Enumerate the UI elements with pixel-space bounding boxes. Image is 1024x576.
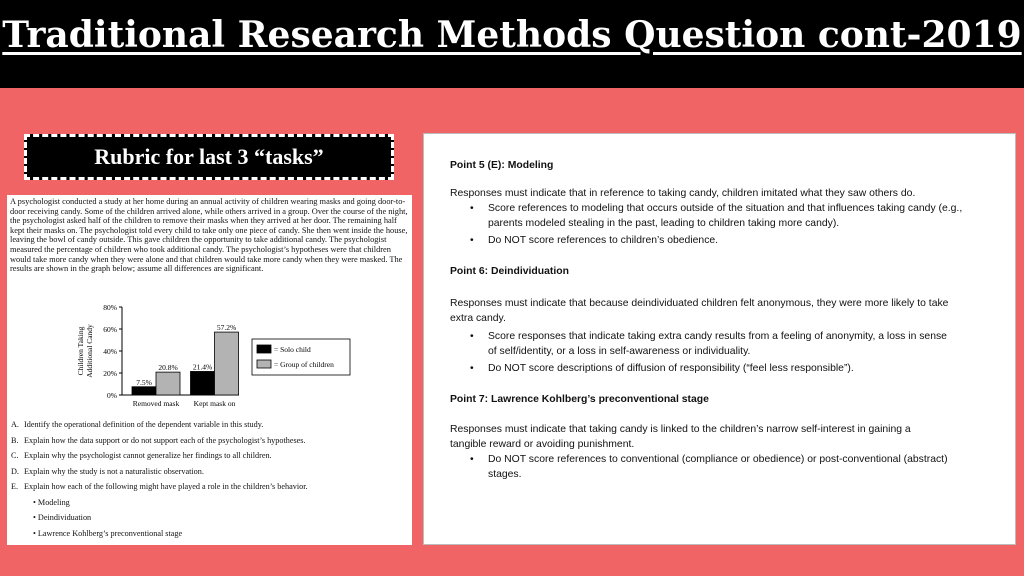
bar (156, 372, 180, 395)
legend-label: = Solo child (274, 345, 311, 354)
point-6-heading: Point 6: Deindividuation (450, 266, 569, 277)
y-tick-label: 20% (103, 369, 117, 378)
y-tick-label: 0% (107, 391, 117, 400)
title-bar (0, 0, 1024, 88)
point-5-bullet-2: Do NOT score references to children’s obedience. (488, 235, 719, 246)
y-tick-label: 80% (103, 303, 117, 312)
bar (191, 371, 215, 395)
bar-data-label: 20.8% (158, 363, 178, 373)
question-bullet: • Modeling (33, 497, 70, 507)
question-item: C. Explain why the psychologist cannot generalize her findings to all children. (11, 451, 272, 460)
x-tick-label: Removed mask (132, 399, 180, 408)
question-item: D. Explain why the study is not a naturalistic observation. (11, 466, 204, 476)
rubric-label-box: Rubric for last 3 “tasks” (24, 134, 394, 180)
bullet-dot: • (470, 331, 474, 342)
point-7-main: Responses must indicate that taking candy is linked to the children’s narrow self-interest in gaining a tangible reward or avoiding punishment. (450, 424, 911, 450)
y-tick-label: 60% (103, 325, 117, 334)
slide-title: Traditional Research Methods Question cont-2019 (2, 14, 1022, 56)
question-bullet: • Deindividuation (33, 513, 92, 522)
question-panel (7, 195, 412, 545)
point-6-bullet-1: Score responses that indicate taking extra candy results from a feeling of anonymity, a loss in sense of self/identity, or a loss in self-awareness or individuality. (488, 331, 947, 357)
point-5-main: Responses must indicate that in reference to taking candy, children imitated what they saw others do. (450, 188, 916, 199)
bar-data-label: 57.2% (216, 323, 237, 333)
x-tick-label: Kept mask on (193, 399, 236, 408)
legend-label: = Group of children (274, 360, 334, 369)
question-list (11, 417, 411, 541)
question-item: A. Identify the operational definition of the dependent variable in this study. (11, 420, 264, 429)
legend-swatch (257, 345, 271, 353)
bullet-dot: • (470, 203, 474, 214)
y-axis-label: Additional Candy (85, 324, 94, 378)
point-5-heading: Point 5 (E): Modeling (450, 160, 554, 171)
bullet-dot: • (470, 454, 474, 465)
bar-data-label: 7.5% (136, 377, 152, 387)
legend-swatch (257, 360, 271, 368)
point-6-main: Responses must indicate that because deindividuated children felt anonymous, they were more likely to take extra candy. (450, 298, 949, 324)
question-intro: A psychologist conducted a study at her home during an annual activity of children wearing masks and going door-to-door receiving candy. Some of the children arrived alone, while others arrived in a group. Over the course of the night, the psychologist asked half of the children to remove their masks when they arrived at her door. The remaining half kept their masks on. The psychologist told every child to take only one piece of candy. She then went inside the house, leaving the bowl of candy outside. This gave children the opportunity to take additional candy. The psychologist measured the percentage of children who took additional candy. The psychologist’s hypotheses were that children would take more candy when they were alone and that children would take more candy when they were masked. The results are shown in the graph below; assume all differences are significant. (10, 197, 408, 274)
point-7-bullet-1: Do NOT score references to conventional (compliance or obedience) or post-conventional (abstract) stages. (488, 454, 948, 480)
bar (215, 332, 239, 395)
point-6-bullet-2: Do NOT score descriptions of diffusion of responsibility (“feel less responsible”). (488, 363, 854, 374)
bullet-dot: • (470, 363, 474, 374)
results-bar-chart (67, 299, 367, 411)
rubric-panel (423, 133, 1016, 545)
point-7-heading: Point 7: Lawrence Kohlberg’s preconventional stage (450, 394, 709, 405)
question-bullet: • Lawrence Kohlberg’s preconventional stage (33, 528, 183, 538)
y-tick-label: 40% (103, 347, 117, 356)
question-item: E. Explain how each of the following might have played a role in the children’s behavior. (11, 482, 308, 491)
question-item: B. Explain how the data support or do not support each of the psychologist’s hypotheses. (11, 435, 306, 445)
y-axis-label: Children Taking (76, 326, 85, 376)
point-5-bullet-1: Score references to modeling that occurs outside of the situation and that influences taking candy (e.g., parents modeled stealing in the past, leading to children taking more candy). (488, 203, 963, 229)
bar-data-label: 21.4% (192, 362, 213, 372)
bullet-dot: • (470, 235, 474, 246)
bar (132, 387, 156, 395)
